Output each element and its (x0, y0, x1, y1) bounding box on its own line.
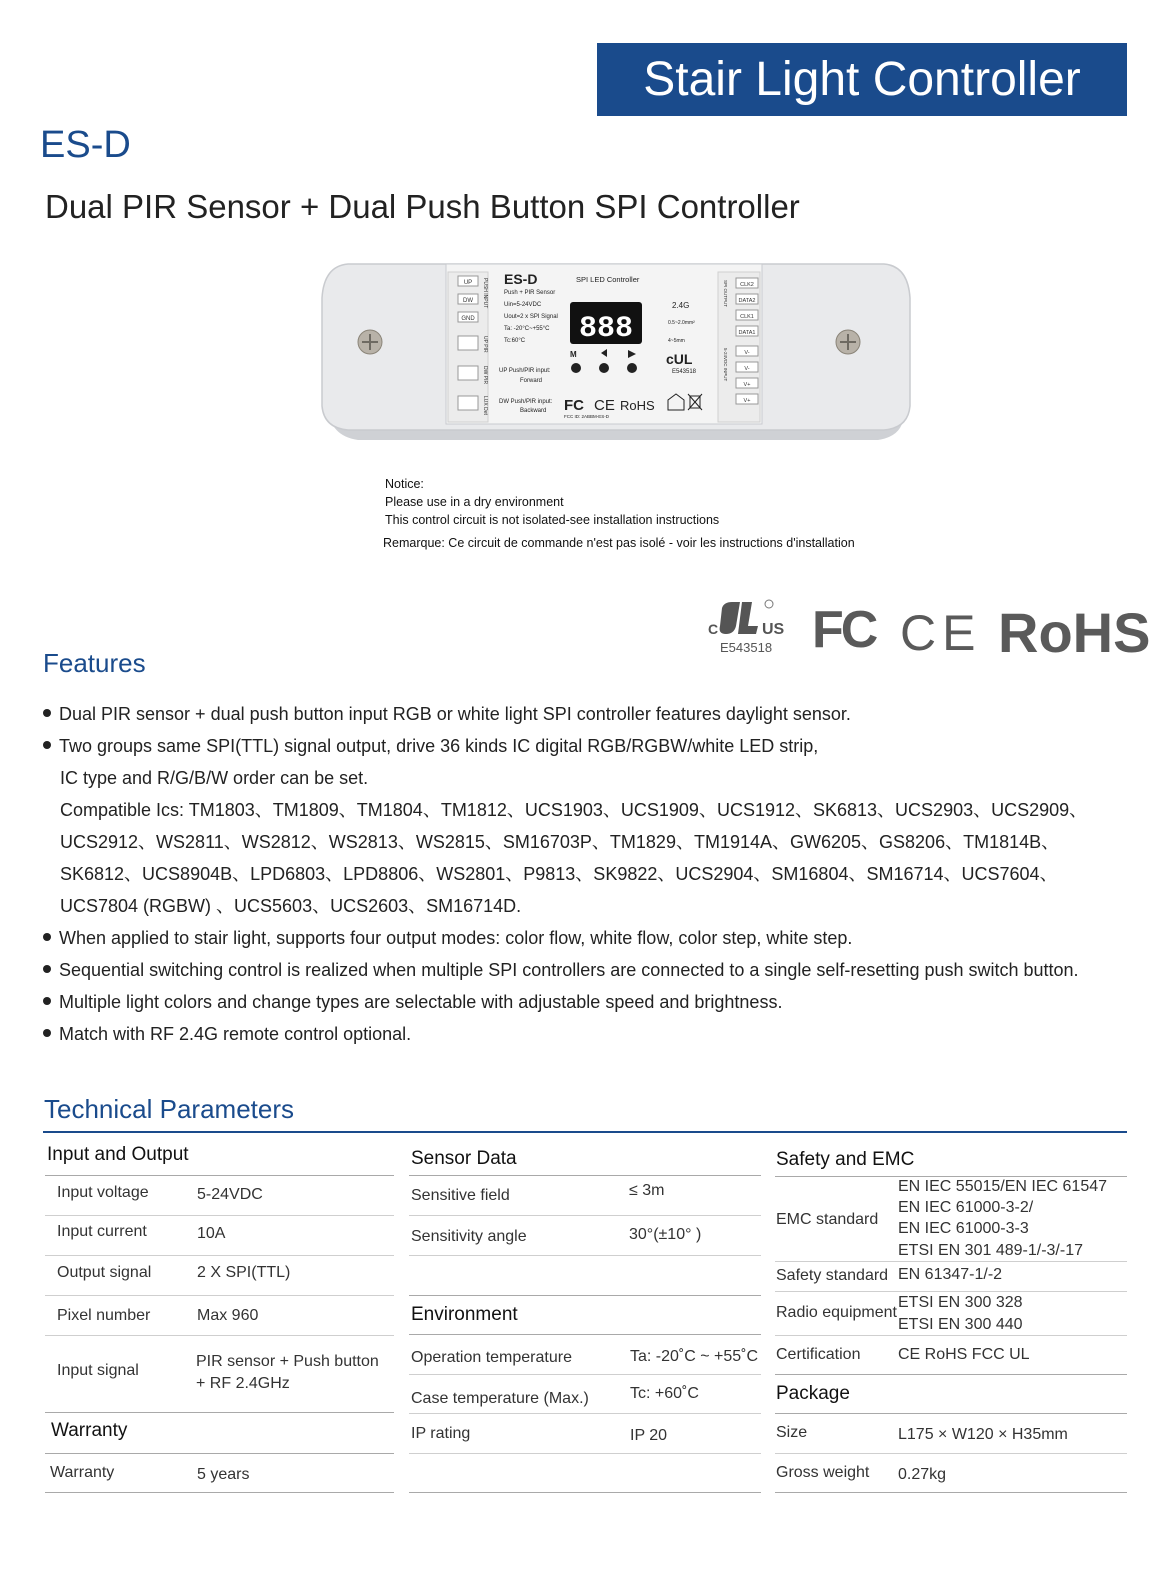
features-title: Features (43, 648, 146, 678)
weee-bin-icon (688, 394, 702, 410)
tech-title: Technical Parameters (44, 1094, 294, 1124)
features-list (43, 698, 1133, 1050)
emc-value-3: EN IEC 61000-3-3 (898, 1220, 1029, 1237)
io-label-current: Input current (57, 1223, 147, 1240)
sensor-label-field: Sensitive field (411, 1187, 510, 1204)
emc-value-2: EN IEC 61000-3-2/ (898, 1199, 1034, 1216)
notice-line1: Please use in a dry environment (385, 495, 564, 509)
radio-value-1: ETSI EN 300 328 (898, 1294, 1023, 1311)
emc-label: EMC standard (776, 1211, 879, 1228)
device-image (318, 258, 914, 450)
feature-item: Multiple light colors and change types are selectable with adjustable speed and brightness. (43, 986, 1133, 1018)
feature-item: Match with RF 2.4G remote control optional. (43, 1018, 1133, 1050)
term-clk1: CLK1 (740, 314, 754, 320)
term-dw: DW (463, 298, 473, 304)
device-display-digits: 888 (578, 312, 634, 346)
ce-logo: CE (900, 605, 982, 661)
notice-block (385, 475, 855, 552)
term-vpos2: V+ (743, 398, 751, 404)
io-label-voltage: Input voltage (57, 1184, 149, 1201)
notice-line2: This control circuit is not isolated-see installation instructions (385, 513, 720, 527)
device-line3: Uout=2 x SPI Signal (504, 314, 558, 320)
certification-label: Certification (776, 1346, 861, 1363)
term-data1: DATA1 (738, 330, 756, 336)
io-value-signal-2: + RF 2.4GHz (196, 1375, 290, 1392)
env-value-ip: IP 20 (630, 1427, 668, 1444)
ul-us-text: US (762, 621, 785, 638)
feature-item: Sequential switching control is realized when multiple SPI controllers are connected to a single self-resetting push switch button. (43, 954, 1133, 986)
device-ul-no: E543518 (672, 369, 697, 375)
io-value-pixel: Max 960 (197, 1307, 259, 1324)
device-m-label: M (570, 350, 577, 359)
tech-rule (43, 1131, 1127, 1133)
device-button-right (627, 363, 637, 373)
package-header: Package (776, 1383, 850, 1404)
notice-title: Notice: (385, 477, 424, 491)
term-gnd: GND (461, 316, 475, 322)
io-label-output: Output signal (57, 1264, 152, 1281)
feature-item-cont: UCS2912、WS2811、WS2812、WS2813、WS2815、SM16703P、TM1829、TM1914A、GW6205、GS8206、TM1814B、 (60, 832, 1060, 852)
env-label-ip: IP rating (411, 1425, 471, 1442)
ul-logo (706, 596, 800, 658)
device-fcc-logo: FC (564, 397, 584, 414)
warranty-header: Warranty (51, 1420, 128, 1441)
bullet-icon (43, 1029, 51, 1037)
feature-item-cont: UCS7804 (RGBW) 、UCS5603、UCS2603、SM16714D. (60, 896, 522, 916)
certification-value: CE RoHS FCC UL (898, 1346, 1030, 1363)
sensor-value-angle: 30°(±10° ) (629, 1226, 702, 1243)
device-ul-logo: cUL (666, 351, 693, 367)
spi-output-label: SPI OUTPUT (723, 280, 728, 308)
banner-title: Stair Light Controller (597, 43, 1127, 116)
feature-item: Two groups same SPI(TTL) signal output, drive 36 kinds IC digital RGB/RGBW/white LED strip, (43, 730, 1133, 762)
sensor-label-angle: Sensitivity angle (411, 1228, 527, 1245)
bullet-icon (43, 709, 51, 717)
feature-item-cont: SK6812、UCS8904B、LPD6803、LPD8806、WS2801、P9813、SK9822、UCS2904、SM16804、SM16714、UCS7604、 (60, 864, 1058, 884)
push-input-label: PUSH INPUT (482, 278, 488, 309)
size-label: Size (776, 1424, 808, 1441)
device-backward: Backward (520, 408, 547, 414)
term-vneg2: V- (744, 366, 750, 372)
sensor-header: Sensor Data (411, 1148, 517, 1169)
emc-value-1: EN IEC 55015/EN IEC 61547 (898, 1178, 1108, 1195)
device-button-m (571, 363, 581, 373)
device-up-text: UP Push/PIR input: (499, 368, 551, 374)
device-wire2: 4~5mm (668, 338, 685, 344)
sensor-value-field: ≤ 3m (629, 1182, 665, 1199)
ul-c-text: C (708, 621, 719, 637)
env-label-case: Case temperature (Max.) (411, 1390, 589, 1407)
device-dw-text: DW Push/PIR input: (499, 399, 553, 405)
io-value-current: 10A (197, 1225, 226, 1242)
feature-item: Dual PIR sensor + dual push button input RGB or white light SPI controller features daylight sensor. (43, 698, 1133, 730)
pir-up-label: UP PIR (482, 336, 488, 353)
device-rohs: RoHS (620, 398, 655, 413)
warranty-label: Warranty (50, 1464, 115, 1481)
io-label-signal: Input signal (57, 1362, 139, 1379)
feature-item: When applied to stair light, supports four output modes: color flow, white flow, color step, white step. (43, 922, 1133, 954)
io-value-output: 2 X SPI(TTL) (197, 1264, 291, 1281)
term-data2: DATA2 (738, 298, 756, 304)
notice-line3: Remarque: Ce circuit de commande n'est pas isolé - voir les instructions d'installation (383, 536, 855, 550)
size-value: L175 × W120 × H35mm (898, 1426, 1068, 1443)
emc-value-4: ETSI EN 301 489-1/-3/-17 (898, 1242, 1083, 1259)
weight-value: 0.27kg (898, 1466, 947, 1483)
device-line1: Push + PIR Sensor (504, 290, 556, 296)
ul-number: E543518 (720, 640, 773, 655)
term-vpos1: V+ (743, 382, 751, 388)
radio-label: Radio equipment (776, 1304, 897, 1321)
device-wire1: 0.5~2.0mm² (668, 320, 695, 326)
env-value-case: Tc: +60˚C (630, 1385, 699, 1402)
bullet-icon (43, 933, 51, 941)
device-line2: Uin=5-24VDC (504, 302, 542, 308)
device-model: ES-D (504, 271, 538, 287)
bullet-icon (43, 965, 51, 973)
env-label-operation: Operation temperature (411, 1349, 572, 1366)
safety-header: Safety and EMC (776, 1149, 915, 1170)
feature-item-cont: Compatible Ics: TM1803、TM1809、TM1804、TM1812、UCS1903、UCS1909、UCS1912、SK6813、UCS2903、UCS2909、 (60, 800, 1088, 820)
term-up: UP (463, 280, 473, 286)
io-value-signal-1: PIR sensor + Push button (196, 1353, 379, 1370)
bullet-icon (43, 997, 51, 1005)
bullet-icon (43, 741, 51, 749)
device-line5: Tc:60°C (504, 338, 526, 344)
model-name: ES-D (40, 124, 131, 166)
product-subtitle: Dual PIR Sensor + Dual Push Button SPI Controller (45, 188, 800, 225)
rohs-logo: RoHS (998, 601, 1151, 664)
safety-standard-value: EN 61347-1/-2 (898, 1266, 1003, 1283)
io-label-pixel: Pixel number (57, 1307, 151, 1324)
term-clk2: CLK2 (740, 282, 754, 288)
lux-label: LUX Det (482, 396, 488, 415)
io-header: Input and Output (47, 1144, 189, 1165)
pir-dw-label: DW PIR (482, 366, 488, 385)
device-fcc-id: FCC ID: 2ABBM-ES-D (564, 414, 610, 419)
device-button-left (599, 363, 609, 373)
device-forward: Forward (520, 378, 543, 384)
device-heading: SPI LED Controller (576, 275, 640, 284)
weight-label: Gross weight (776, 1464, 870, 1481)
io-value-voltage: 5-24VDC (197, 1186, 263, 1203)
safety-standard-label: Safety standard (776, 1267, 889, 1284)
fcc-logo: FC (812, 601, 876, 659)
device-rf: 2.4G (672, 301, 690, 310)
dc-input-label: 5-24VDC INPUT (723, 348, 728, 382)
term-vneg1: V- (744, 350, 750, 356)
device-line4: Ta: -20°C~+55°C (504, 326, 550, 332)
feature-item-cont: IC type and R/G/B/W order can be set. (60, 768, 369, 788)
env-value-operation: Ta: -20˚C ~ +55˚C (630, 1348, 759, 1365)
device-ce-logo: CE (594, 397, 615, 414)
environment-header: Environment (411, 1304, 518, 1325)
radio-value-2: ETSI EN 300 440 (898, 1316, 1023, 1333)
warranty-value: 5 years (197, 1466, 250, 1483)
